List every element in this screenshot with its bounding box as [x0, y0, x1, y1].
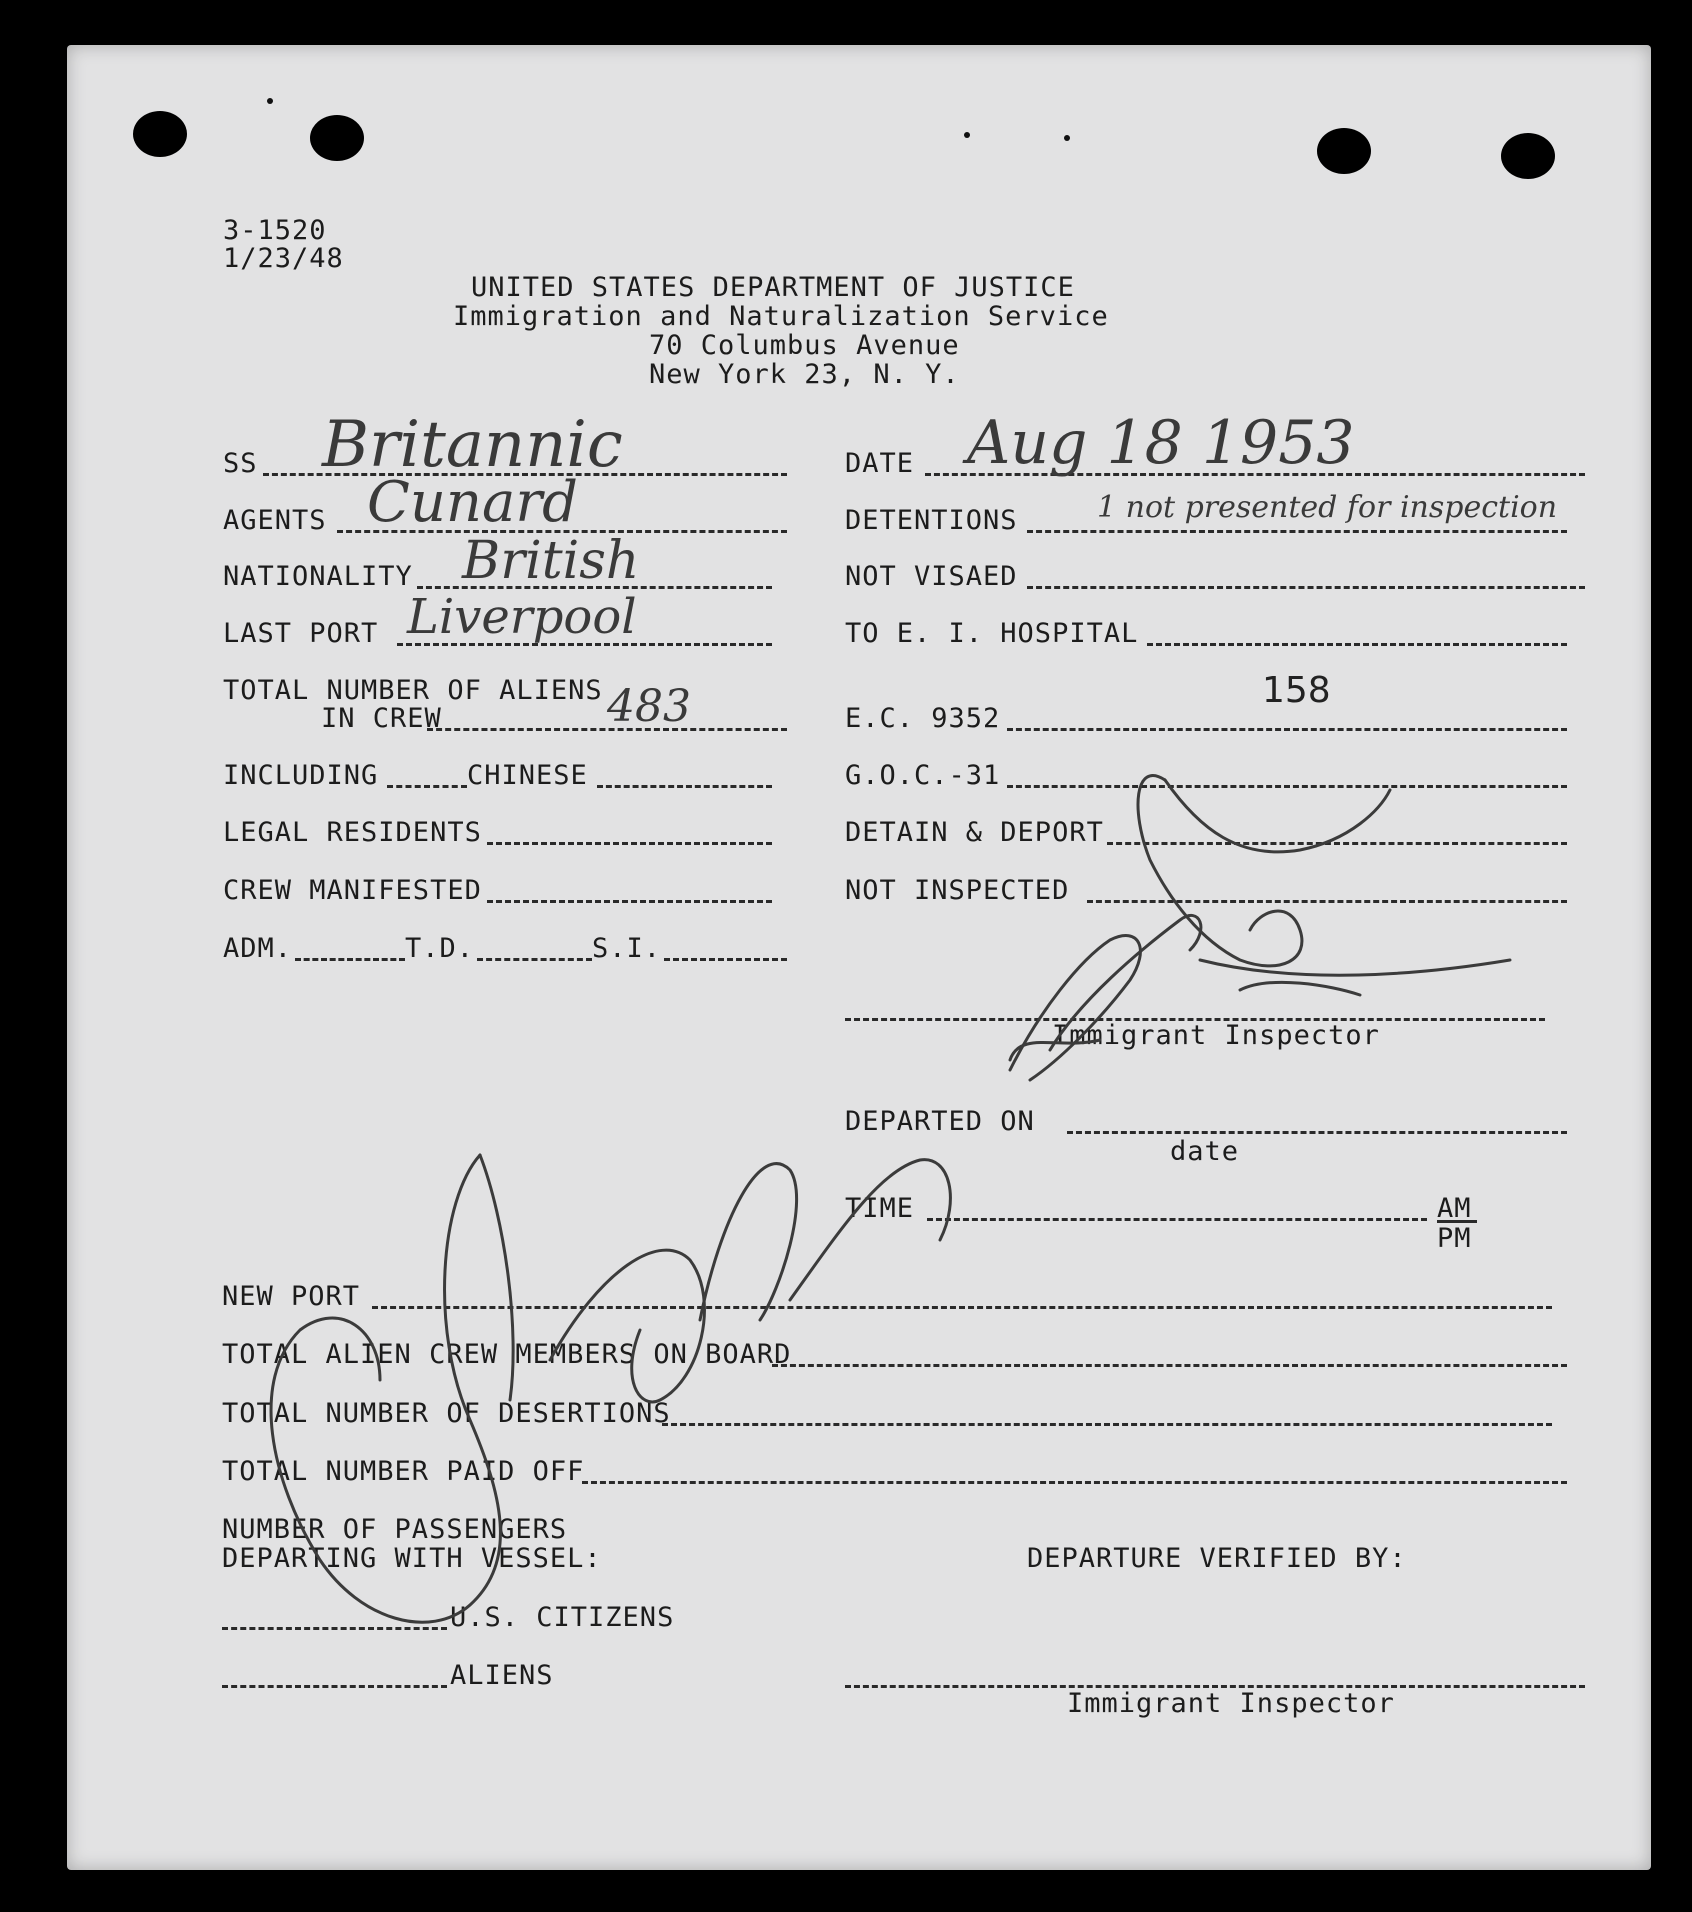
punch-hole: [1501, 133, 1555, 179]
ec-9352-field-line: [1007, 728, 1567, 731]
not-visaed-field-line: [1027, 586, 1585, 589]
punch-hole: [1317, 128, 1371, 174]
header-line-4: New York 23, N. Y.: [649, 359, 960, 390]
goc-31-field-line: [1007, 785, 1567, 788]
si-label: S.I.: [592, 933, 662, 964]
adm-field-line: [295, 958, 405, 961]
us-citizens-label: U.S. CITIZENS: [450, 1602, 675, 1633]
adm-label: ADM.: [223, 933, 293, 964]
including-field-line: [387, 785, 467, 788]
legal-residents-label: LEGAL RESIDENTS: [223, 817, 482, 848]
departure-verified-label: DEPARTURE VERIFIED BY:: [1027, 1543, 1407, 1574]
detentions-value: 1 not presented for inspection: [1097, 490, 1558, 525]
punch-hole: [310, 115, 364, 161]
new-port-field-line: [372, 1306, 1552, 1309]
immigrant-inspector-label: Immigrant Inspector: [1052, 1020, 1380, 1051]
time-label: TIME: [845, 1193, 915, 1224]
si-field-line: [664, 958, 787, 961]
not-inspected-label: NOT INSPECTED: [845, 875, 1070, 906]
chinese-label: CHINESE: [467, 760, 588, 791]
time-field-line: [927, 1218, 1427, 1221]
form-revision-date: 1/23/48: [223, 243, 344, 274]
ss-value: Britannic: [322, 408, 623, 482]
total-paid-off-label: TOTAL NUMBER PAID OFF: [222, 1456, 585, 1487]
new-port-label: NEW PORT: [222, 1281, 361, 1312]
pm-label: PM: [1437, 1223, 1472, 1254]
header-line-3: 70 Columbus Avenue: [649, 330, 960, 361]
ec-9352-label: E.C. 9352: [845, 703, 1001, 734]
crew-manifested-label: CREW MANIFESTED: [223, 875, 482, 906]
departed-on-label: DEPARTED ON: [845, 1106, 1035, 1137]
last-port-label: LAST PORT: [223, 618, 379, 649]
legal-residents-field-line: [487, 842, 772, 845]
immigrant-inspector-label-2: Immigrant Inspector: [1067, 1688, 1395, 1719]
crew-manifested-field-line: [487, 900, 772, 903]
detain-deport-field-line: [1107, 842, 1567, 845]
detain-deport-label: DETAIN & DEPORT: [845, 817, 1104, 848]
td-field-line: [477, 958, 592, 961]
date-label: DATE: [845, 448, 915, 479]
aliens-in-crew-value: 483: [607, 681, 691, 732]
detentions-field-line: [1027, 530, 1567, 533]
us-citizens-field-line: [222, 1627, 447, 1630]
agents-label: AGENTS: [223, 505, 327, 536]
passengers-label-1: NUMBER OF PASSENGERS: [222, 1514, 568, 1545]
ec-number-stamp: 158: [1262, 670, 1331, 711]
header-line-2: Immigration and Naturalization Service: [453, 301, 1109, 332]
departed-on-field-line: [1067, 1131, 1567, 1134]
total-paid-off-field-line: [582, 1481, 1567, 1484]
date-value: Aug 18 1953: [967, 408, 1355, 478]
form-code: 3-1520: [223, 215, 327, 246]
passengers-label-2: DEPARTING WITH VESSEL:: [222, 1543, 602, 1574]
nationality-value: British: [462, 531, 640, 591]
including-label: INCLUDING: [223, 760, 379, 791]
total-desertions-label: TOTAL NUMBER OF DESERTIONS: [222, 1398, 671, 1429]
punch-hole: [133, 111, 187, 157]
detentions-label: DETENTIONS: [845, 505, 1018, 536]
ss-label: SS: [223, 448, 258, 479]
to-ei-hospital-label: TO E. I. HOSPITAL: [845, 618, 1139, 649]
departed-date-sublabel: date: [1170, 1136, 1240, 1167]
speck: [1064, 135, 1070, 141]
to-ei-hospital-field-line: [1147, 643, 1567, 646]
nationality-label: NATIONALITY: [223, 561, 413, 592]
speck: [964, 132, 970, 138]
header-line-1: UNITED STATES DEPARTMENT OF JUSTICE: [471, 272, 1075, 303]
total-alien-crew-label: TOTAL ALIEN CREW MEMBERS ON BOARD: [222, 1339, 792, 1370]
aliens-label: ALIENS: [450, 1660, 554, 1691]
not-inspected-field-line: [1087, 900, 1567, 903]
not-visaed-label: NOT VISAED: [845, 561, 1018, 592]
total-aliens-label-2: IN CREW: [321, 703, 442, 734]
am-label: AM: [1437, 1193, 1472, 1224]
form-sheet: [67, 45, 1651, 1870]
total-aliens-label-1: TOTAL NUMBER OF ALIENS: [223, 675, 603, 706]
total-alien-crew-field-line: [772, 1364, 1567, 1367]
chinese-field-line: [597, 785, 772, 788]
last-port-value: Liverpool: [407, 589, 637, 645]
goc-31-label: G.O.C.-31: [845, 760, 1001, 791]
total-desertions-field-line: [662, 1423, 1552, 1426]
aliens-field-line: [222, 1685, 447, 1688]
speck: [267, 98, 273, 104]
td-label: T.D.: [405, 933, 475, 964]
agents-value: Cunard: [367, 470, 578, 535]
